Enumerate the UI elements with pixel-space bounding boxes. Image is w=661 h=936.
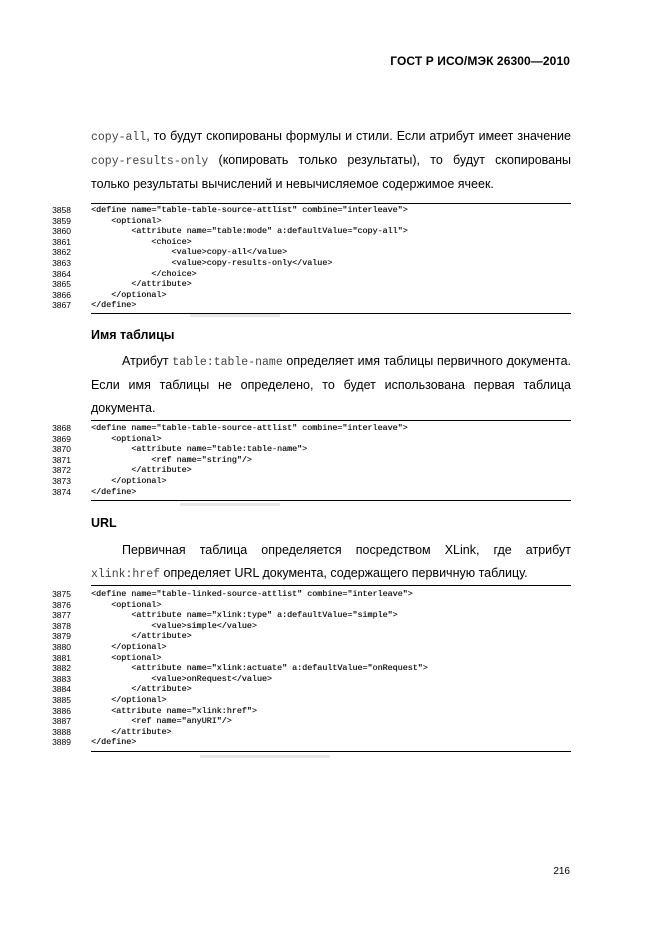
code-block-bottom-rule: [91, 313, 571, 314]
code-line: [40, 653, 571, 664]
code-text: <attribute name="xlink:href">: [91, 705, 257, 716]
paragraph-text: Первичная таблица определяется посредством XLink, где атрибут: [122, 543, 571, 557]
code-line: [40, 237, 571, 248]
code-text: <ref name="string"/>: [91, 454, 252, 465]
code-block-top-rule: [91, 420, 571, 421]
line-number: 3872: [52, 465, 71, 476]
code-text: </optional>: [91, 475, 167, 486]
code-line: [40, 205, 571, 216]
scan-artifact: [200, 755, 330, 758]
line-number: 3859: [52, 215, 71, 226]
code-text: </choice>: [91, 268, 197, 279]
code-text: </attribute>: [91, 684, 192, 695]
code-text: <optional>: [91, 599, 162, 610]
code-line: [40, 290, 571, 301]
code-line: [40, 663, 571, 674]
code-line: [40, 621, 571, 632]
code-line: [40, 642, 571, 653]
line-number: 3862: [52, 247, 71, 258]
code-line: [40, 476, 571, 487]
code-block-bottom-rule: [91, 500, 571, 501]
paragraph-text: (копировать только результаты), то будут скопированы только результаты вычислений и невычисляемое содержимое ячеек.: [91, 153, 571, 191]
line-number: 3886: [52, 705, 71, 716]
line-number: 3869: [52, 433, 71, 444]
code-text: <define name="table-table-source-attlist" combine="interleave">: [91, 423, 408, 433]
code-text: <attribute name="xlink:type" a:defaultValue="simple">: [91, 610, 398, 621]
code-text: <optional>: [91, 215, 162, 226]
paragraph-copy-mode: [91, 125, 571, 196]
code-text: </optional>: [91, 694, 167, 705]
line-number: 3864: [52, 268, 71, 279]
line-number: 3860: [52, 226, 71, 237]
code-text: <attribute name="table:mode" a:defaultValue="copy-all">: [91, 226, 408, 237]
code-text: <optional>: [91, 652, 162, 663]
code-block-top-rule: [91, 585, 571, 586]
code-text: </optional>: [91, 641, 167, 652]
code-line: [40, 706, 571, 717]
line-number: 3880: [52, 641, 71, 652]
code-line: [40, 487, 571, 498]
code-line: [40, 684, 571, 695]
code-line: [40, 444, 571, 455]
code-line: [40, 727, 571, 738]
code-line: [40, 600, 571, 611]
code-line: [40, 434, 571, 445]
code-block-bottom-rule: [91, 751, 571, 752]
code-block-1: [40, 205, 571, 311]
paragraph-text: определяет URL документа, содержащего первичную таблицу.: [160, 566, 528, 580]
paragraph-table-name: [91, 350, 571, 420]
code-text: </optional>: [91, 289, 167, 300]
code-text: <define name="table-linked-source-attlist" combine="interleave">: [91, 589, 413, 599]
code-line: [40, 589, 571, 600]
code-line: [40, 716, 571, 727]
code-text: </attribute>: [91, 465, 192, 476]
code-text: <choice>: [91, 236, 192, 247]
inline-code: copy-results-only: [91, 155, 209, 168]
code-line: [40, 279, 571, 290]
line-number: 3889: [52, 737, 71, 748]
paragraph-text: определяет имя таблицы первичного документа. Если имя таблицы не определено, то будет использована первая таблица документа.: [91, 354, 571, 415]
code-block-3: [40, 589, 571, 748]
line-number: 3885: [52, 694, 71, 705]
section-heading-table-name: Имя таблицы: [91, 328, 175, 342]
line-number: 3882: [52, 663, 71, 674]
line-number: 3878: [52, 620, 71, 631]
code-text: <value>copy-all</value>: [91, 247, 288, 258]
code-text: <value>copy-results-only</value>: [91, 257, 333, 268]
line-number: 3879: [52, 631, 71, 642]
code-line: [40, 455, 571, 466]
paragraph-text: Атрибут: [122, 354, 173, 368]
section-heading-url: URL: [91, 516, 117, 530]
line-number: 3881: [52, 652, 71, 663]
code-line: [40, 737, 571, 748]
code-line: [40, 300, 571, 311]
code-text: </attribute>: [91, 631, 192, 642]
line-number: 3874: [52, 486, 71, 497]
line-number: 3868: [52, 423, 71, 433]
code-text: </attribute>: [91, 726, 172, 737]
line-number: 3876: [52, 599, 71, 610]
code-line: [40, 226, 571, 237]
line-number: 3883: [52, 673, 71, 684]
code-line: [40, 258, 571, 269]
code-block-2: [40, 423, 571, 497]
paragraph-text: , то будут скопированы формулы и стили. Если атрибут имеет значение: [146, 129, 571, 143]
code-line: [40, 216, 571, 227]
scan-artifact: [180, 503, 280, 506]
code-text: <optional>: [91, 433, 162, 444]
code-line: [40, 695, 571, 706]
inline-code: xlink:href: [91, 568, 161, 581]
line-number: 3887: [52, 716, 71, 727]
scan-artifact: [190, 314, 280, 317]
inline-code: table:table-name: [172, 356, 283, 369]
paragraph-url: [91, 539, 571, 586]
code-line: [40, 423, 571, 434]
line-number: 3863: [52, 257, 71, 268]
code-line: [40, 465, 571, 476]
code-text: <value>onRequest</value>: [91, 673, 272, 684]
code-text: <attribute name="table:table-name">: [91, 444, 308, 455]
code-text: <define name="table-table-source-attlist" combine="interleave">: [91, 205, 408, 215]
code-line: [40, 247, 571, 258]
document-header: ГОСТ Р ИСО/МЭК 26300—2010: [390, 54, 570, 68]
line-number: 3867: [52, 300, 71, 311]
code-text: <ref name="anyURI"/>: [91, 716, 232, 727]
line-number: 3877: [52, 610, 71, 621]
code-line: [40, 269, 571, 280]
code-text: </define>: [91, 486, 137, 497]
code-text: </define>: [91, 300, 137, 311]
code-lines: [40, 589, 571, 748]
line-number: 3858: [52, 205, 71, 215]
line-number: 3870: [52, 444, 71, 455]
line-number: 3875: [52, 589, 71, 599]
code-line: [40, 674, 571, 685]
inline-code: copy-all: [91, 131, 147, 144]
code-lines: [40, 205, 571, 311]
line-number: 3866: [52, 289, 71, 300]
code-text: <value>simple</value>: [91, 620, 257, 631]
line-number: 3884: [52, 684, 71, 695]
code-lines: [40, 423, 571, 497]
line-number: 3871: [52, 454, 71, 465]
line-number: 3873: [52, 475, 71, 486]
code-text: </define>: [91, 737, 137, 748]
line-number: 3888: [52, 726, 71, 737]
page-number: 216: [553, 866, 570, 877]
code-text: <attribute name="xlink:actuate" a:defaultValue="onRequest">: [91, 663, 428, 674]
code-text: </attribute>: [91, 279, 192, 290]
line-number: 3861: [52, 236, 71, 247]
code-line: [40, 631, 571, 642]
line-number: 3865: [52, 279, 71, 290]
code-block-top-rule: [91, 203, 571, 204]
code-line: [40, 610, 571, 621]
